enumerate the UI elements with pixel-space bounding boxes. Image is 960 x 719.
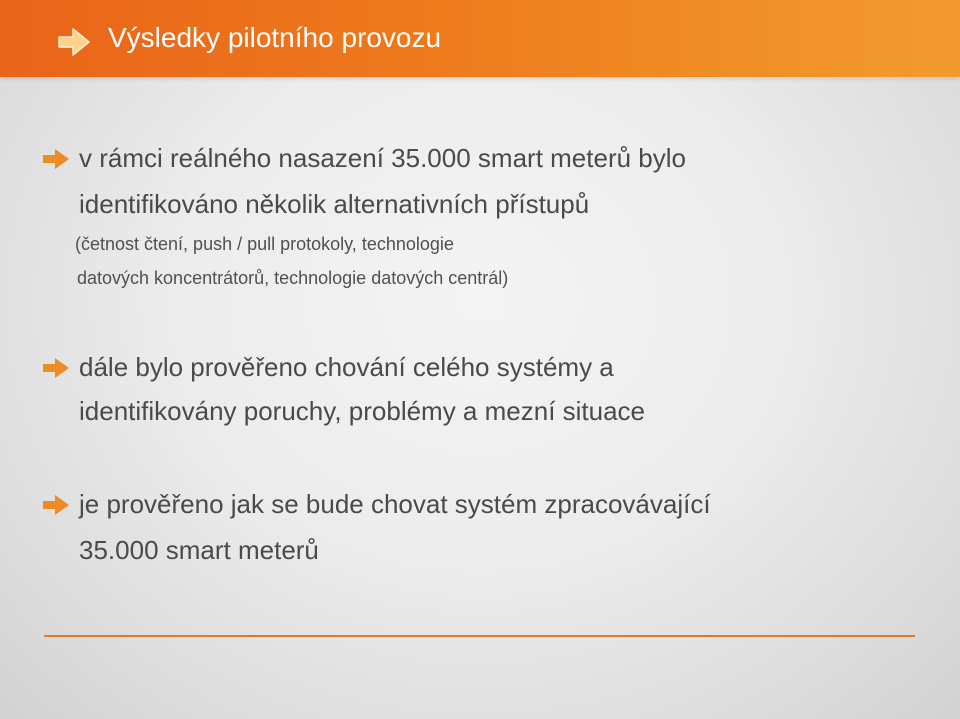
- bullet-3-line-2: 35.000 smart meterů: [79, 535, 319, 565]
- bullet-3-line-1: je prověřeno jak se bude chovat systém zpracovávající: [79, 489, 711, 519]
- arrow-right-icon: [42, 148, 70, 170]
- bullet-1-subline-1: (četnost čtení, push / pull protokoly, technologie: [75, 234, 454, 254]
- bullet-1-line-2: identifikováno několik alternativních přístupů: [79, 189, 590, 219]
- footer-divider: [44, 635, 915, 637]
- bullet-1-subline-2: datových koncentrátorů, technologie datových centrál): [77, 268, 509, 288]
- arrow-right-icon: [57, 27, 91, 57]
- bullet-2-line-1: dále bylo prověřeno chování celého systémy a: [79, 352, 614, 382]
- bullet-1-line-1: v rámci reálného nasazení 35.000 smart meterů bylo: [79, 143, 686, 173]
- arrow-right-icon: [42, 494, 70, 516]
- arrow-right-icon: [42, 357, 70, 379]
- title-bar: [0, 0, 960, 77]
- slide-title: Výsledky pilotního provozu: [108, 22, 442, 53]
- bullet-2-line-2: identifikovány poruchy, problémy a mezní situace: [79, 396, 646, 426]
